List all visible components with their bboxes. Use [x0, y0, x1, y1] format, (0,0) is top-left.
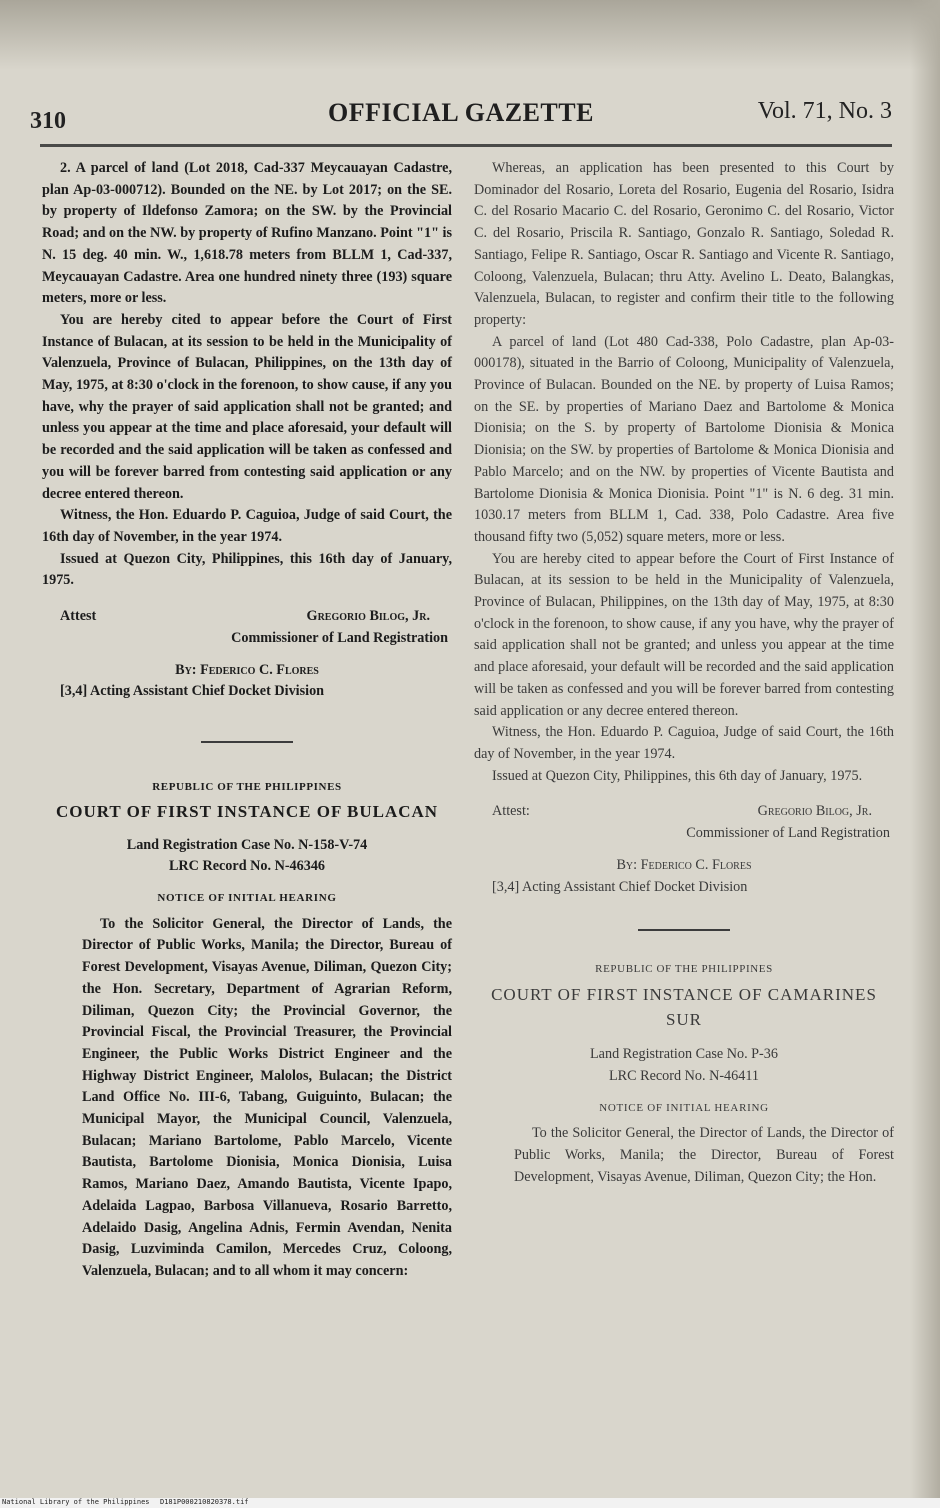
republic-heading: REPUBLIC OF THE PHILIPPINES [595, 962, 773, 975]
by-line: By: Federico C. Flores [175, 661, 319, 678]
left-column [42, 158, 452, 1283]
signer-title: Commissioner of Land Registration [686, 825, 890, 842]
court-heading: COURT OF FIRST INSTANCE OF CAMARINES SUR [491, 985, 877, 1030]
parcel-description: A parcel of land (Lot 480 Cad-338, Polo Cadastre, plan Ap-03-000178), situated in the Barrio of Coloong, Municipality of Valenzuela, Province of Bulacan. Bounded on the NE. by property of Luisa Ramos; on the SE. by properties of Mariano Daez and Bartolome & Monica Dionisia; on the S. by property of Bartolome Dionisia & Monica Dionisia; on the SW. by properties of Bartolome & Monica Dionisia and Pablo Marcelo; and on the NW. by properties of Vicente Bautista and Bartolome Dionisia & Monica Dionisia. Point "1" is N. 6 deg. 31 min. 1030.17 meters from BLLM 1, Cad. 338, Polo Cadastre. Area five thousand fifty two (5,052) square meters, more or less. [474, 333, 894, 545]
acting-line: [3,4] Acting Assistant Chief Docket Division [60, 683, 325, 700]
acting-line: [3,4] Acting Assistant Chief Docket Division [492, 878, 748, 895]
notice-heading: NOTICE OF INITIAL HEARING [157, 891, 337, 904]
citation-paragraph: You are hereby cited to appear before the Court of First Instance of Bulacan, at its session to be held in the Municipality of Valenzuela, Province of Bulacan, Philippines, on the 13th day of May, 1975, at 8:30 o'clock in the forenoon, to show cause, if any you have, why the prayer of said application shall not be granted; and unless you appear at the time and place aforesaid, your default will be recorded and the said application will be taken as confessed and you will be forever barred from contesting said application or any decree entered thereon. [474, 550, 894, 719]
footer-file: D181P000210820378.tif [160, 1498, 249, 1506]
record-number: LRC Record No. N-46346 [168, 858, 326, 875]
whereas-paragraph: Whereas, an application has been presented to this Court by Dominador del Rosario, Loreta del Rosario, Eugenia del Rosario, Isidra C. del Rosario Macario C. del Rosario, Geronimo C. del Rosario, Victor C. del Rosario, Priscila R. Santiago, Gonzalo R. Santiago, Soledad R. Santiago, Felipe R. Santiago, Oscar R. Santiago and Vicente R. Santiago, Coloong, Valenzuela, Bulacan; thru Atty. Avelino L. Deato, Balangkas, Valenzuela, Bulacan, to register and confirm their title to the following property: [474, 160, 894, 328]
section-divider [201, 741, 293, 743]
footer-source: National Library of the Philippines [2, 1498, 150, 1506]
right-column [474, 158, 894, 1188]
attest-label: Attest [60, 608, 97, 625]
signer-title: Commissioner of Land Registration [231, 630, 448, 647]
case-number: Land Registration Case No. N-158-V-74 [126, 836, 368, 853]
citation-paragraph: You are hereby cited to appear before the Court of First Instance of Bulacan, at its session to be held in the Municipality of Valenzuela, Province of Bulacan, Philippines, on the 13th day of May, 1975, at 8:30 o'clock in the forenoon, to show cause, if any you have, why the prayer of said application shall not be granted; and unless you appear at the time and place aforesaid, your default will be recorded and the said application will be taken as confessed and you will be forever barred from contesting said application or any decree entered thereon. [42, 311, 452, 502]
issued-paragraph: Issued at Quezon City, Philippines, this 16th day of January, 1975. [42, 550, 452, 589]
issued-paragraph: Issued at Quezon City, Philippines, this 6th day of January, 1975. [492, 767, 863, 784]
page-number: 310 [30, 108, 66, 134]
by-line: By: Federico C. Flores [616, 857, 752, 874]
header-rule [40, 144, 892, 147]
parcel-description: 2. A parcel of land (Lot 2018, Cad-337 Meycauayan Cadastre, plan Ap-03-000712). Bounded on the NE. by Lot 2017; on the SE. by property of Ildefonso Zamora; on the SW. by the Provincial Road; and on the NW. by property of Rufino Manzano. Point "1" is N. 15 deg. 40 min. W., 1,618.78 meters from BLLM 1, Cad-337, Meycauayan Cadastre. Area one hundred ninety three (193) square meters, more or less. [42, 160, 452, 307]
republic-heading: REPUBLIC OF THE PHILIPPINES [152, 781, 342, 794]
attest-line [474, 801, 894, 823]
page-header [30, 96, 892, 136]
case-number: Land Registration Case No. P-36 [590, 1046, 778, 1063]
volume-issue: Vol. 71, No. 3 [757, 98, 892, 124]
top-shading [0, 0, 940, 70]
addressee-paragraph: To the Solicitor General, the Director of Lands, the Director of Public Works, Manila; the Director, Bureau of Forest Development, Visayas Avenue, Diliman, Quezon City; the Hon. Secretary, Department of Agrarian Reform, Diliman, Quezon City; the Provincial Governor, the Provincial Fiscal, the Provincial Treasurer, the Provincial Engineer, the Public Works District Engineer and the Highway District Engineer, Malolos, Bulacan; the District Land Office No. III-6, Tabang, Guiguinto, Bulacan; the Municipal Mayor, the Municipal Council, Valenzuela, Bulacan; Mariano Bartolome, Pablo Marcelo, Vicente Bautista, Bartolome Dionisia, Monica Dionisia, Luisa Ramos, Mariano Daez, Amando Bautista, Vicente Ipapo, Adelaida Lagpao, Barbosa Villanueva, Rosario Barretto, Adelaido Dasig, Angelina Adnis, Fermin Avendan, Nenita Dasig, Luzviminda Camilon, Mercedes Cruz, Coloong, Valenzuela, Bulacan; and to all whom it may concern: [82, 915, 452, 1279]
witness-paragraph: Witness, the Hon. Eduardo P. Caguioa, Judge of said Court, the 16th day of November, in the year 1974. [42, 507, 452, 545]
right-shading [910, 0, 940, 1508]
attest-line [42, 606, 452, 628]
court-heading: COURT OF FIRST INSTANCE OF BULACAN [55, 801, 439, 821]
signer-name: Gregorio Bilog, Jr. [306, 608, 430, 625]
attest-label: Attest: [492, 803, 530, 820]
signer-name: Gregorio Bilog, Jr. [757, 803, 872, 820]
record-number: LRC Record No. N-46411 [608, 1067, 759, 1084]
section-divider [638, 929, 730, 931]
addressee-paragraph: To the Solicitor General, the Director of Lands, the Director of Public Works, Manila; the Director, Bureau of Forest Development, Visayas Avenue, Diliman, Quezon City; the Hon. [514, 1125, 894, 1185]
witness-paragraph: Witness, the Hon. Eduardo P. Caguioa, Judge of said Court, the 16th day of November, in the year 1974. [474, 724, 894, 762]
notice-heading: NOTICE OF INITIAL HEARING [599, 1101, 769, 1114]
publication-title: OFFICIAL GAZETTE [328, 98, 594, 127]
scan-footer [0, 1498, 940, 1508]
